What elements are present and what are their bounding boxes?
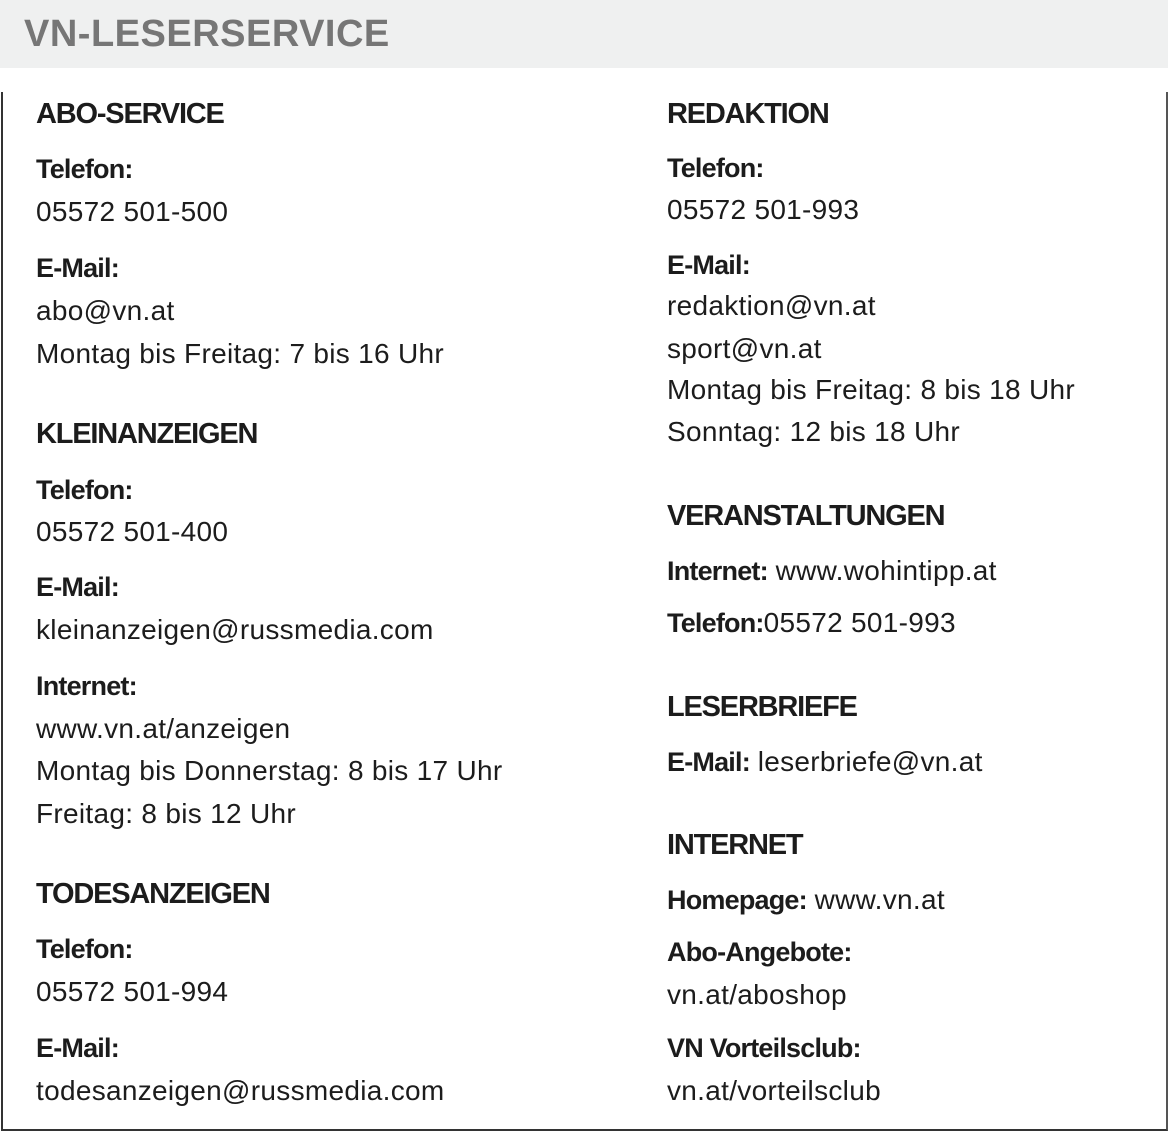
hours-redaktion-2: Sonntag: 12 bis 18 Uhr — [667, 416, 961, 447]
label: E-Mail: — [36, 572, 119, 602]
email-redaktion[interactable]: redaktion@vn.at — [667, 290, 876, 321]
link-homepage[interactable]: www.vn.at — [814, 884, 945, 915]
section-heading-todesanzeigen: TODESANZEIGEN — [36, 878, 270, 910]
label: Abo-Angebote: — [667, 937, 852, 967]
homepage-row — [667, 883, 945, 917]
page-title: VN-LESERSERVICE — [24, 13, 390, 55]
label: Telefon: — [36, 934, 133, 964]
label: Telefon: — [36, 475, 133, 505]
label: Homepage: — [667, 885, 807, 915]
hours-kleinanzeigen-2: Freitag: 8 bis 12 Uhr — [36, 798, 296, 829]
label: Internet: — [36, 671, 137, 701]
phone-redaktion: 05572 501-993 — [667, 194, 860, 225]
section-heading-internet: INTERNET — [667, 829, 803, 861]
label: Telefon: — [667, 608, 764, 638]
email-todesanzeigen[interactable]: todesanzeigen@russmedia.com — [36, 1075, 445, 1106]
email-sport[interactable]: sport@vn.at — [667, 333, 822, 364]
phone-row — [667, 606, 956, 640]
link-aboshop[interactable]: vn.at/aboshop — [667, 979, 847, 1010]
link-anzeigen[interactable]: www.vn.at/anzeigen — [36, 713, 291, 744]
hours-redaktion-1: Montag bis Freitag: 8 bis 18 Uhr — [667, 374, 1076, 405]
link-vorteilsclub[interactable]: vn.at/vorteilsclub — [667, 1075, 881, 1106]
section-heading-redaktion: REDAKTION — [667, 98, 829, 130]
phone-veranstaltungen: 05572 501-993 — [763, 607, 956, 638]
internet-row — [667, 554, 997, 588]
email-abo[interactable]: abo@vn.at — [36, 295, 175, 326]
hours-kleinanzeigen-1: Montag bis Donnerstag: 8 bis 17 Uhr — [36, 755, 503, 786]
section-heading-kleinanzeigen: KLEINANZEIGEN — [36, 418, 258, 450]
section-heading-abo: ABO-SERVICE — [36, 98, 224, 130]
section-heading-veranstaltungen: VERANSTALTUNGEN — [667, 500, 945, 532]
section-heading-leserbriefe: LESERBRIEFE — [667, 691, 857, 723]
phone-abo: 05572 501-500 — [36, 196, 229, 227]
phone-kleinanzeigen: 05572 501-400 — [36, 516, 229, 547]
label: E-Mail: — [667, 747, 750, 777]
label: Internet: — [667, 556, 768, 586]
label: E-Mail: — [36, 1033, 119, 1063]
link-wohintipp[interactable]: www.wohintipp.at — [775, 555, 997, 586]
email-row — [667, 745, 983, 779]
label: E-Mail: — [667, 250, 750, 280]
email-kleinanzeigen[interactable]: kleinanzeigen@russmedia.com — [36, 614, 434, 645]
email-leserbriefe[interactable]: leserbriefe@vn.at — [757, 746, 983, 777]
label: E-Mail: — [36, 253, 119, 283]
label: VN Vorteilsclub: — [667, 1033, 861, 1063]
label: Telefon: — [36, 154, 133, 184]
hours-abo: Montag bis Freitag: 7 bis 16 Uhr — [36, 338, 445, 369]
header-bar — [0, 0, 1168, 68]
label: Telefon: — [667, 153, 764, 183]
phone-todesanzeigen: 05572 501-994 — [36, 976, 229, 1007]
